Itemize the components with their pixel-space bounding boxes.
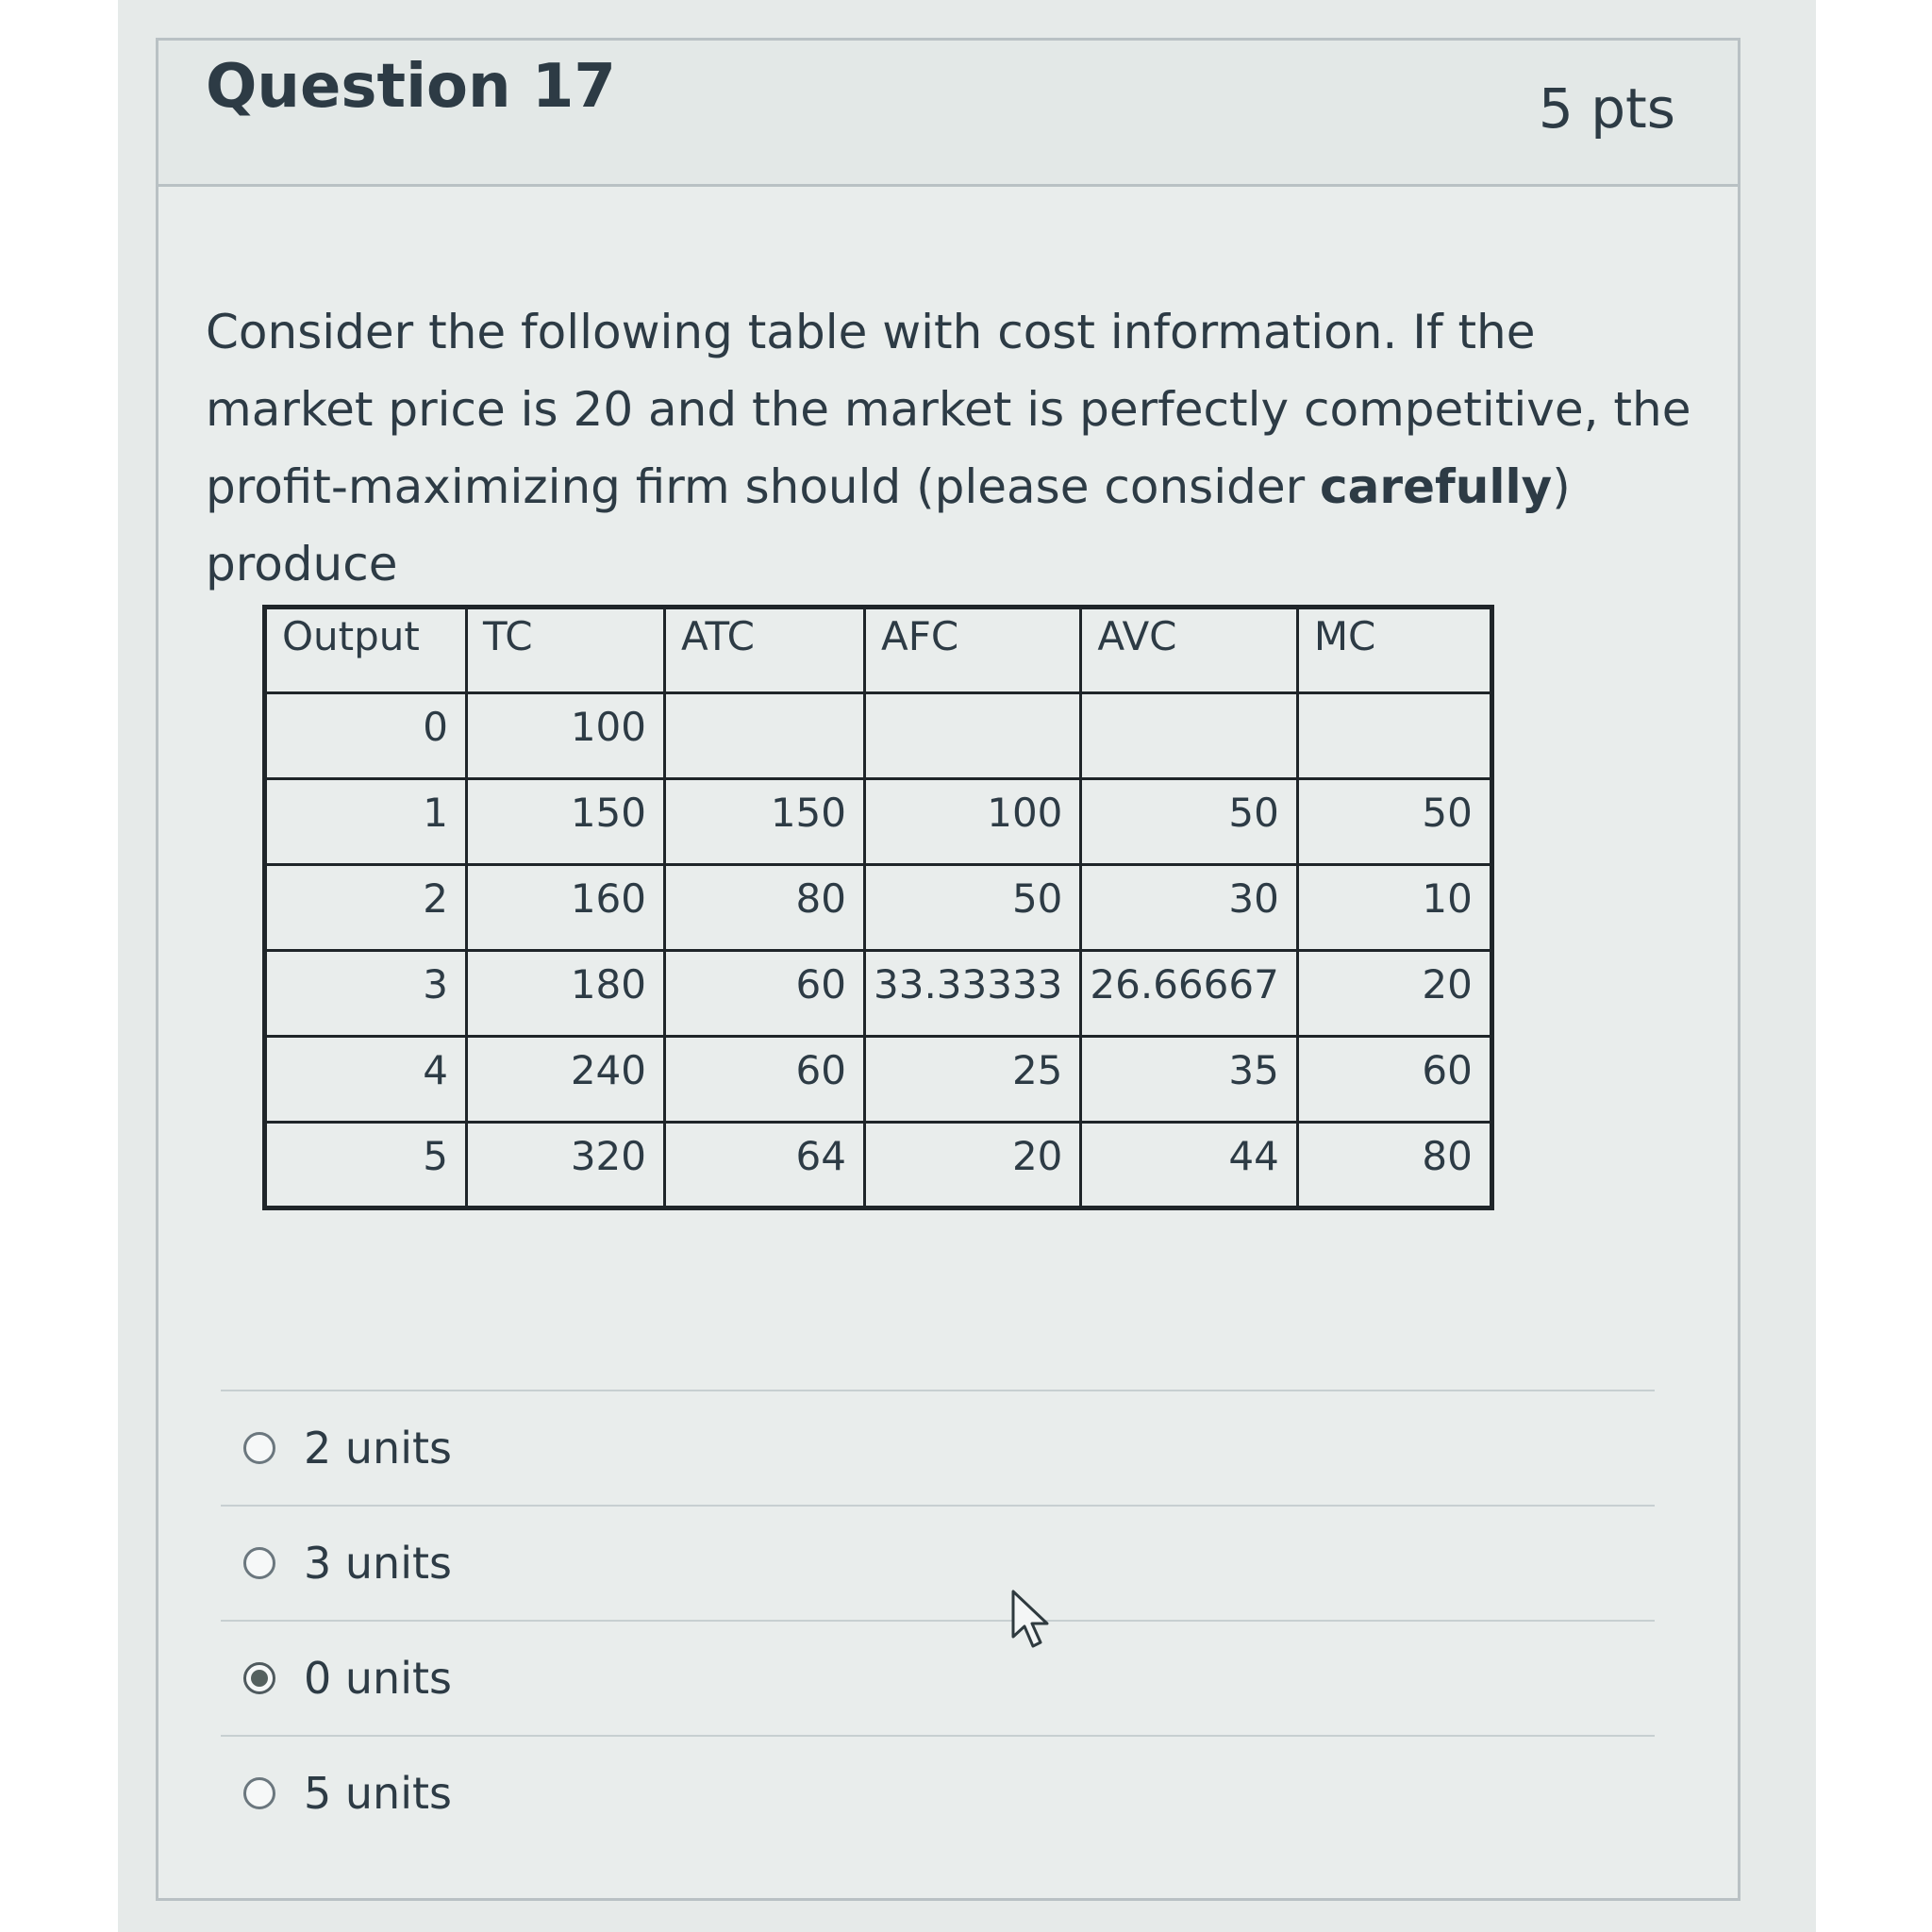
answer-label[interactable]: 2 units (304, 1423, 452, 1474)
cell-output: 5 (265, 1123, 467, 1208)
cell-avc: 50 (1081, 779, 1297, 865)
cell-afc: 25 (865, 1037, 1081, 1123)
cell-atc: 80 (665, 865, 865, 951)
answer-option-3-units[interactable] (221, 1505, 1655, 1620)
cell-mc: 80 (1297, 1123, 1491, 1208)
radio-button-selected[interactable] (243, 1662, 275, 1694)
cell-output: 0 (265, 693, 467, 779)
table-row (265, 693, 1492, 779)
header-avc: AVC (1081, 608, 1297, 693)
cell-mc: 20 (1297, 951, 1491, 1037)
table-header-row (265, 608, 1492, 693)
question-header (158, 41, 1738, 187)
cell-mc (1297, 693, 1491, 779)
answer-list (221, 1390, 1655, 1850)
cell-tc: 180 (467, 951, 665, 1037)
cell-atc: 60 (665, 1037, 865, 1123)
answer-label[interactable]: 5 units (304, 1768, 452, 1819)
table-row (265, 951, 1492, 1037)
answer-label[interactable]: 0 units (304, 1653, 452, 1704)
cell-output: 3 (265, 951, 467, 1037)
table-row (265, 1037, 1492, 1123)
answer-option-0-units[interactable] (221, 1620, 1655, 1735)
table-row (265, 1123, 1492, 1208)
cell-output: 1 (265, 779, 467, 865)
cell-mc: 50 (1297, 779, 1491, 865)
screen (118, 0, 1816, 1932)
cell-afc: 20 (865, 1123, 1081, 1208)
question-text-bold: carefully (1320, 459, 1553, 514)
header-afc: AFC (865, 608, 1081, 693)
cell-tc: 240 (467, 1037, 665, 1123)
cell-tc: 160 (467, 865, 665, 951)
question-text-part2: ) produce (206, 459, 1571, 591)
header-output: Output (265, 608, 467, 693)
question-title: Question 17 (206, 52, 616, 122)
arrow-cursor-icon (1009, 1588, 1057, 1654)
table-row (265, 865, 1492, 951)
cell-avc (1081, 693, 1297, 779)
answer-option-5-units[interactable] (221, 1735, 1655, 1850)
cell-avc: 30 (1081, 865, 1297, 951)
cell-avc: 44 (1081, 1123, 1297, 1208)
cell-afc (865, 693, 1081, 779)
cell-mc: 60 (1297, 1037, 1491, 1123)
cell-afc: 50 (865, 865, 1081, 951)
cost-table (262, 605, 1494, 1210)
radio-button[interactable] (243, 1777, 275, 1809)
cell-afc: 33.33333 (865, 951, 1081, 1037)
cell-atc: 64 (665, 1123, 865, 1208)
cell-afc: 100 (865, 779, 1081, 865)
cell-atc (665, 693, 865, 779)
question-points: 5 pts (1538, 76, 1675, 141)
header-mc: MC (1297, 608, 1491, 693)
cell-tc: 320 (467, 1123, 665, 1208)
radio-button[interactable] (243, 1432, 275, 1464)
header-tc: TC (467, 608, 665, 693)
question-card (156, 38, 1740, 1901)
cell-tc: 150 (467, 779, 665, 865)
table-row (265, 779, 1492, 865)
radio-button[interactable] (243, 1547, 275, 1579)
answer-option-2-units[interactable] (221, 1390, 1655, 1505)
header-atc: ATC (665, 608, 865, 693)
question-text (206, 293, 1696, 603)
cell-avc: 26.66667 (1081, 951, 1297, 1037)
cell-tc: 100 (467, 693, 665, 779)
cell-atc: 60 (665, 951, 865, 1037)
cell-avc: 35 (1081, 1037, 1297, 1123)
question-text-part1: Consider the following table with cost information. If the market price is 20 and the market is perfectly competitive, the profit-maximizing firm should (please consider (206, 305, 1691, 514)
cell-output: 4 (265, 1037, 467, 1123)
answer-label[interactable]: 3 units (304, 1538, 452, 1589)
cell-atc: 150 (665, 779, 865, 865)
cell-mc: 10 (1297, 865, 1491, 951)
cell-output: 2 (265, 865, 467, 951)
